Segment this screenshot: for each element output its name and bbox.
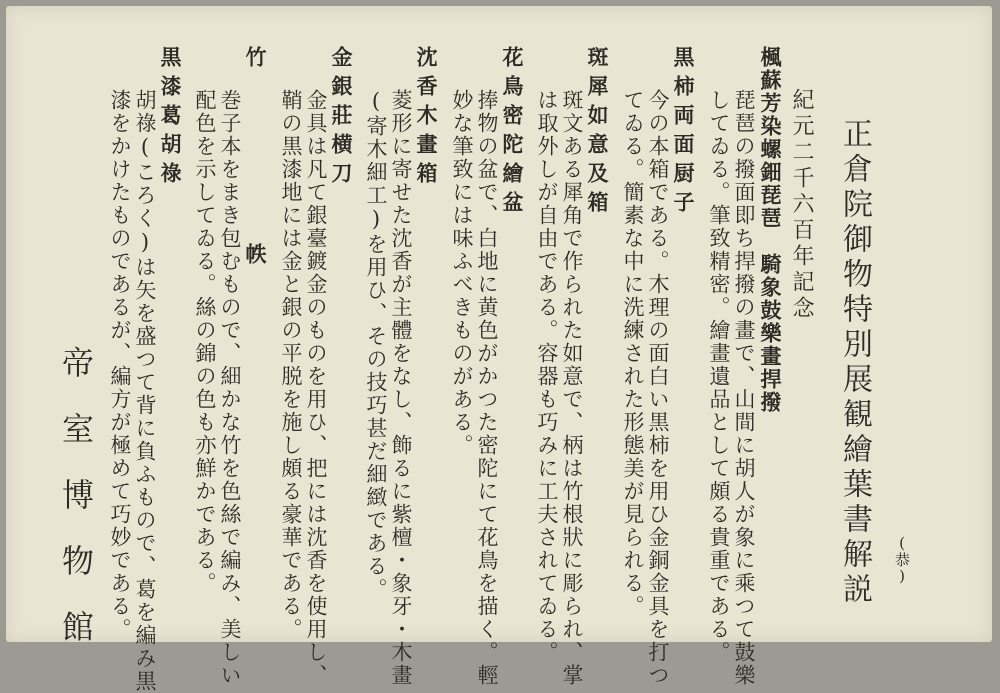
mark-label: (恭) (893, 534, 911, 585)
entry-line: 今の本箱である。木理の面白い黒柿を用ひ金銅金具を打つ (646, 89, 670, 687)
entry-heading: 楓蘇芳染螺鈿琵琶 騎象鼓樂畫捍撥 (758, 46, 783, 414)
entry-heading: 斑犀如意及箱 (585, 46, 610, 220)
entry-line: 斑文ある犀角で作られた如意で、柄は竹根狀に彫られ、掌 (560, 89, 584, 687)
postcard-sheet (6, 6, 992, 693)
entry-line: してゐる。筆致精密。繪畫遺品として頗る貴重である。 (707, 89, 731, 664)
entry-line: てゐる。簡素な中に洗練された形態美が見られる。 (621, 89, 645, 618)
entry-line: 琵琶の撥面即ち捍撥の畫で、山間に胡人が象に乘つて鼓樂 (732, 89, 756, 687)
entry-heading: 黒柿両面厨子 (671, 46, 696, 220)
entry-line: 配色を示してゐる。絲の錦の色も亦鮮かである。 (193, 89, 217, 595)
page-title: 正倉院御物特別展観繪葉書解説 (837, 118, 872, 608)
entry-line: 菱形に寄せた沈香が主體をなし、飾るに紫檀・象牙・木畫 (389, 89, 413, 687)
entry-line: 巻子本をまき包むもので、細かな竹を色絲で編み、美しい (218, 89, 242, 687)
publisher-name: 帝室博物館 (57, 346, 95, 676)
entry-heading: 金銀莊横刀 (329, 46, 354, 191)
entry-heading: 花鳥密陀繪盆 (500, 46, 525, 220)
entry-heading: 竹帙 (243, 46, 268, 440)
entry-line: 漆をかけたものであるが、編方が極めて巧妙である。 (108, 89, 132, 641)
entry-line: 胡祿(ころく)は矢を盛つて背に負ふもので、葛を編み黒 (133, 89, 157, 693)
entry-heading: 沈香木畫箱 (414, 46, 439, 191)
entry-line: 妙な筆致には味ふべきものがある。 (450, 89, 474, 457)
entry-line: (寄木細工)を用ひ、その技巧甚だ細緻である。 (364, 89, 388, 601)
entry-heading: 黒漆葛胡祿 (158, 46, 183, 191)
entry-line: 鞘の黒漆地には金と銀の平脱を施し頗る豪華である。 (279, 89, 303, 641)
commemoration-label: 紀元二千六百年記念 (789, 88, 814, 322)
entry-line: 金具は凡て銀臺鍍金のものを用ひ、把には沈香を使用し、 (304, 89, 328, 687)
entry-line: 捧物の盆で、白地に黄色がかつた密陀にて花鳥を描く。輕 (475, 89, 499, 687)
entry-line: は取外しが自由である。容器も巧みに工夫されてゐる。 (535, 89, 559, 664)
